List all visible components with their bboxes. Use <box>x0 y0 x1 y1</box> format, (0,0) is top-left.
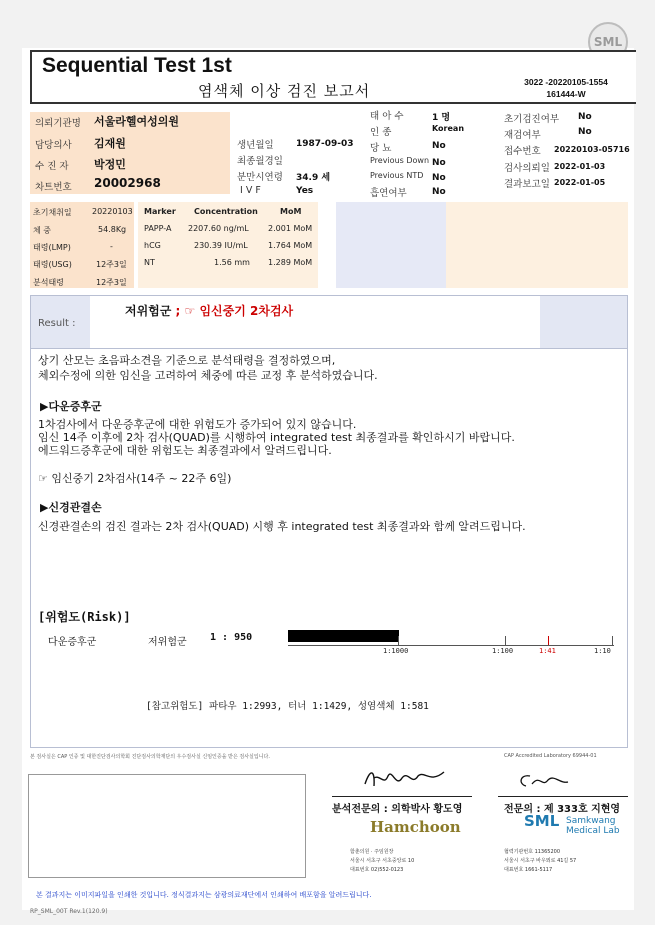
report-title: Sequential Test 1st <box>42 54 232 77</box>
mom-papp-a: 2.001 MoM <box>268 224 313 233</box>
ga-analysis-label: 분석태령 <box>33 278 64 287</box>
previous-down-label: Previous Down <box>370 156 430 165</box>
analyst-name: 분석전문의 : 의학박사 황도영 <box>332 804 463 815</box>
analyst-signature-line <box>332 796 472 797</box>
diabetes-value: No <box>432 141 446 151</box>
hamchoon-address-line-2: 서울시 서초구 서초중앙로 10 <box>350 858 415 864</box>
sml-logo-badge: SML <box>588 22 628 62</box>
interpretation-line-2: 체외수정에 의한 임신을 고려하여 체중에 따른 교정 후 분석하였습니다. <box>38 369 378 382</box>
report-id <box>510 76 622 100</box>
form-revision: RP_SML_00T Rev.1(120.9) <box>30 908 108 915</box>
marker-nt: NT <box>144 258 155 267</box>
sml-address-line-1: 협력기관번호 11365200 <box>504 849 561 855</box>
report-id-line1: 3022 -20220105-1554 <box>524 77 608 87</box>
sml-footer-logo: SML <box>524 812 560 830</box>
risk-level: 저위험군 <box>148 637 187 648</box>
sml-footer-name <box>566 816 620 836</box>
tick-label-1-1000: 1:1000 <box>383 647 409 655</box>
ga-usg-label: 태령(USG) <box>33 260 72 269</box>
fetus-label: 태 아 수 <box>370 111 404 122</box>
report-id-line2: 161444-W <box>546 89 586 99</box>
down-syndrome-heading: ▶다운증후군 <box>40 400 102 413</box>
smoking-label: 흡연여부 <box>370 188 407 199</box>
first-test-label: 초기검진여부 <box>504 114 560 125</box>
sml-name-line-1: Samkwang <box>566 816 616 826</box>
ga-lmp-label: 태령(LMP) <box>33 243 71 252</box>
first-test-value: No <box>578 112 592 122</box>
risk-condition: 다운증후군 <box>48 637 97 648</box>
diabetes-label: 당 뇨 <box>370 143 392 154</box>
previous-down-value: No <box>432 158 446 168</box>
ntd-line-1: 신경관결손의 검진 결과는 2차 검사(QUAD) 시행 후 integrated test 최종결과와 함께 알려드립니다. <box>38 520 526 533</box>
conc-nt: 1.56 mm <box>214 258 250 267</box>
sample-date-value: 20220103 <box>92 207 133 216</box>
patient-value: 박정민 <box>94 158 126 171</box>
cap-number: CAP Accredited Laboratory 69944-01 <box>504 753 597 759</box>
birth-value: 1987-09-03 <box>296 139 354 149</box>
ga-usg-value: 12주3일 <box>96 260 127 269</box>
marker-header: Marker <box>144 207 176 216</box>
tick-1-10 <box>612 636 613 645</box>
ga-analysis-value: 12주3일 <box>96 278 127 287</box>
reference-risk: [참고위험도] 파타우 1:2993, 터너 1:1429, 성염색체 1:581 <box>146 701 429 712</box>
interpretation-box <box>30 348 628 748</box>
hamchoon-logo: Hamchoon <box>370 818 461 836</box>
conc-papp-a: 2207.60 ng/mL <box>188 224 249 233</box>
mom-header: MoM <box>280 207 302 216</box>
doctor-value: 김재원 <box>94 137 126 150</box>
specialist-signature <box>512 768 572 794</box>
notes-box <box>28 774 306 878</box>
hamchoon-address-line-3: 대표번호 02)552-0123 <box>350 867 404 873</box>
specialist-signature-line <box>498 796 628 797</box>
down-syndrome-line-3: 에드워드증후군에 대한 위험도는 최종결과에서 알려드립니다. <box>38 444 332 457</box>
request-date-value: 2022-01-03 <box>554 162 606 171</box>
sml-address-line-2: 서울시 서초구 바우뫼로 41길 57 <box>504 858 577 864</box>
weight-value: 54.8Kg <box>98 225 127 234</box>
age-value: 34.9 세 <box>296 173 331 183</box>
ntd-heading: ▶신경관결손 <box>40 501 102 514</box>
tick-label-1-41: 1:41 <box>539 647 556 655</box>
ga-lmp-value: - <box>110 242 113 251</box>
down-syndrome-line-1: 1차검사에서 다운증후군에 대한 위험도가 증가되어 있지 않습니다. <box>38 418 357 431</box>
race-label: 인 종 <box>370 127 392 138</box>
sample-date-label: 초기채취일 <box>33 208 72 217</box>
interpretation-line-1: 상기 산모는 초음파소견을 기준으로 분석태령을 결정하였으며, <box>38 354 336 367</box>
mom-nt: 1.289 MoM <box>268 258 313 267</box>
tick-1-41 <box>548 636 549 645</box>
retest-label: 재검여부 <box>504 130 541 141</box>
race-value: Korean <box>432 124 465 133</box>
marker-papp-a: PAPP-A <box>144 224 172 233</box>
bottom-note: 본 결과지는 이미지파일을 인쇄한 것입니다. 정식결과지는 삼광의료재단에서 인쇄하여 배포함을 알려드립니다. <box>36 891 372 899</box>
empty-table-bg-1 <box>336 202 446 288</box>
doctor-label: 담당의사 <box>35 140 72 151</box>
concentration-header: Concentration <box>194 207 258 216</box>
accreditation-note: 본 검사실은 CAP 인증 및 대한진단검사의학회 진단검사의학재단의 우수검사실 신임인증을 받은 검사실입니다. <box>30 754 270 760</box>
previous-ntd-value: No <box>432 173 446 183</box>
ivf-label: I V F <box>240 185 261 196</box>
risk-value: 1 : 950 <box>210 632 253 643</box>
receipt-label: 접수번호 <box>504 146 541 157</box>
weight-label: 체 중 <box>33 226 51 235</box>
tick-label-1-100: 1:100 <box>492 647 514 655</box>
report-subtitle: 염색체 이상 검진 보고서 <box>198 82 371 100</box>
tick-label-1-10: 1:10 <box>594 647 611 655</box>
patient-label: 수 진 자 <box>35 161 69 172</box>
request-date-label: 검사의뢰일 <box>504 163 550 174</box>
specialist-name: 전문의 : 제 333호 지현영 <box>504 804 621 815</box>
result-label: Result : <box>38 318 76 329</box>
analyst-signature <box>360 764 450 794</box>
marker-hcg: hCG <box>144 241 161 250</box>
down-syndrome-line-2: 임신 14주 이후에 2차 검사(QUAD)를 시행하여 integrated test 최종결과를 확인하시기 바랍니다. <box>38 431 515 444</box>
result-risk-level: 저위험군 <box>125 304 172 318</box>
hamchoon-address <box>350 848 414 875</box>
report-date-value: 2022-01-05 <box>554 178 606 187</box>
empty-table-bg-2 <box>446 202 628 288</box>
second-test-note: ☞ 임신중기 2차검사(14주 ~ 22주 6일) <box>38 472 232 485</box>
receipt-value: 20220103-05716 <box>554 145 630 154</box>
fetus-value: 1 명 <box>432 113 451 123</box>
hamchoon-address-line-1: 함춘의원 · 주임원장 <box>350 849 394 855</box>
lmp-label: 최종월경일 <box>237 156 283 167</box>
birth-label: 생년월일 <box>237 140 274 151</box>
risk-title: [위험도(Risk)] <box>38 610 131 624</box>
age-label: 분만시연령 <box>237 172 283 183</box>
result-separator: ; <box>171 304 185 318</box>
result-text <box>125 302 293 319</box>
result-recommendation: ☞ 임신중기 2차검사 <box>184 304 294 318</box>
institution-label: 의뢰기관명 <box>35 118 81 129</box>
risk-bar <box>288 630 399 642</box>
institution-value: 서울라헬여성의원 <box>94 115 180 128</box>
ivf-value: Yes <box>296 186 314 196</box>
chart-number-value: 20002968 <box>94 176 161 190</box>
sml-address <box>504 848 576 875</box>
sml-address-line-3: 대표번호 1661-5117 <box>504 867 553 873</box>
retest-value: No <box>578 127 592 137</box>
tick-1-1000 <box>398 636 399 645</box>
risk-axis <box>288 645 614 646</box>
report-date-label: 결과보고일 <box>504 179 550 190</box>
mom-hcg: 1.764 MoM <box>268 241 313 250</box>
chart-number-label: 차트번호 <box>35 182 72 193</box>
tick-1-100 <box>505 636 506 645</box>
previous-ntd-label: Previous NTD <box>370 171 424 180</box>
sml-name-line-2: Medical Lab <box>566 826 620 836</box>
conc-hcg: 230.39 IU/mL <box>194 241 248 250</box>
smoking-value: No <box>432 187 446 197</box>
